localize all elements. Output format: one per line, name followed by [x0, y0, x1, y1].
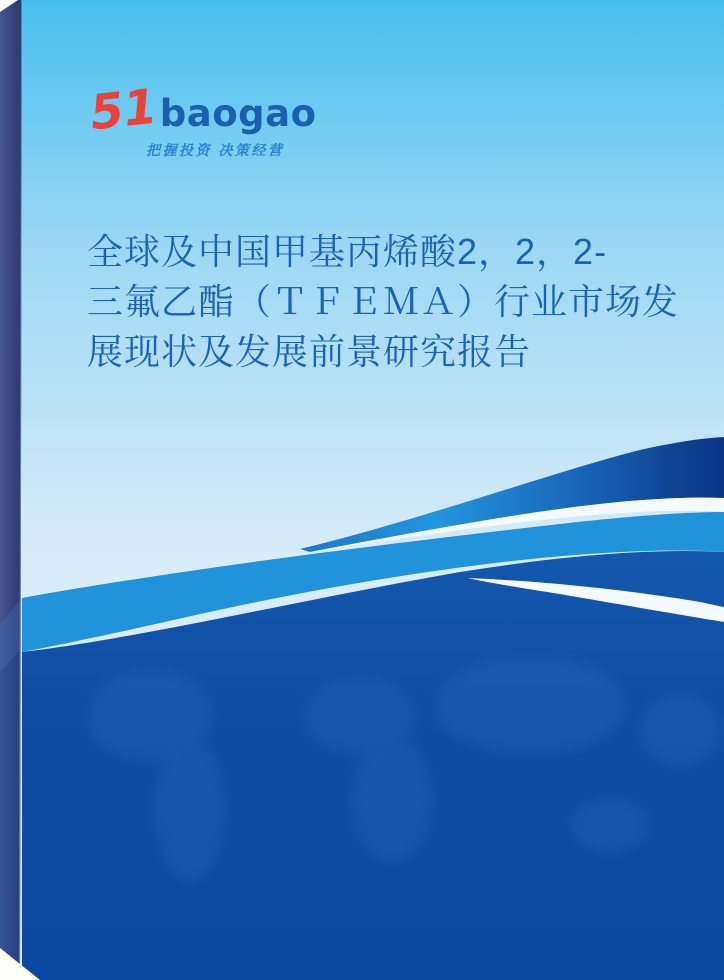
- report-title-line: 三氟乙酯（ＴＦＥＭＡ）行业市场发: [87, 281, 680, 322]
- spine-reflection-deep: [0, 650, 20, 980]
- report-title: [87, 227, 680, 377]
- logo-name: baogao: [159, 92, 317, 135]
- report-title-line: 展现状及发展前景研究报告: [87, 331, 532, 372]
- logo-tagline: 把握投资 决策经营: [146, 142, 285, 158]
- logo: [87, 78, 317, 160]
- report-title-line: 全球及中国甲基丙烯酸2，2，2-: [87, 231, 608, 272]
- logo-51-icon: 51: [87, 78, 160, 142]
